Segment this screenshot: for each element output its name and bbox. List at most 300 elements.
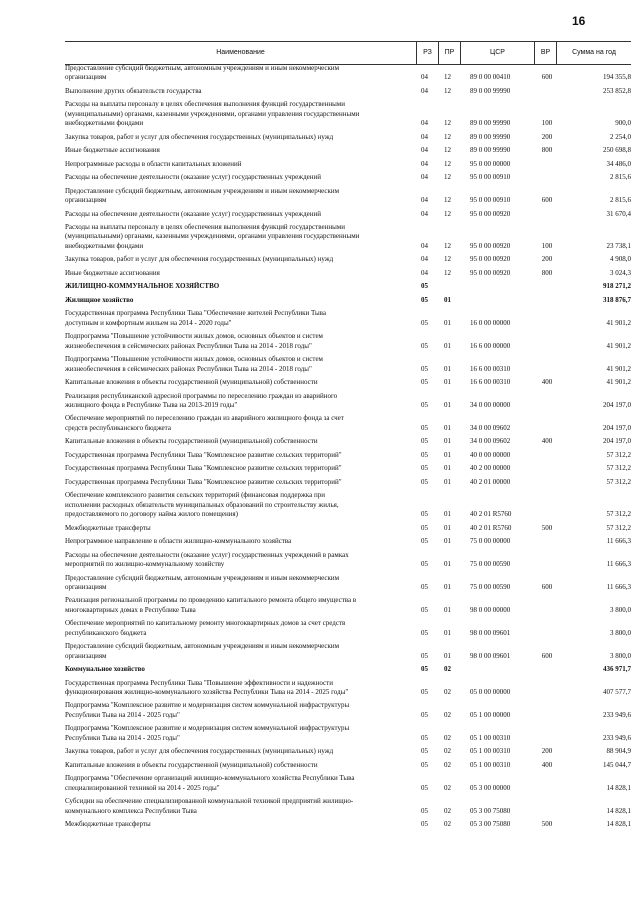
row-vr: 500 (541, 523, 553, 532)
row-csr: 34 0 00 09602 (470, 423, 511, 432)
row-name-line: внебюджетными фондами (65, 241, 144, 250)
row-name (65, 332, 413, 351)
row-vr: 600 (541, 651, 553, 660)
row-name-line: жизнеобеспечения в сейсмических районах Республики Тыва на 2014 - 2018 годы" (65, 364, 312, 373)
row-name-line: коммунального комплекса Республики Тыва (65, 806, 197, 815)
row-pr: 01 (444, 341, 451, 350)
row-csr: 95 0 00 00920 (470, 255, 511, 264)
row-csr: 95 0 00 00920 (470, 268, 511, 277)
row-sum: 14 828,1 (606, 783, 631, 792)
table-row (65, 551, 631, 574)
row-name-line: Подпрограмма "Обеспечение организаций жилищно-коммунального хозяйства Республики Тыва (65, 774, 355, 783)
table-row (65, 478, 631, 492)
row-name (65, 524, 413, 533)
row-rz: 05 (421, 560, 428, 569)
row-sum: 11 666,3 (606, 537, 631, 546)
row-rz: 05 (421, 806, 428, 815)
row-vr: 500 (541, 820, 553, 829)
row-pr: 02 (444, 820, 451, 829)
row-vr: 400 (541, 437, 553, 446)
row-csr: 16 6 00 00310 (470, 364, 511, 373)
row-name-line: Межбюджетные трансферты (65, 820, 151, 829)
header-vr: ВР (535, 42, 557, 64)
row-rz: 05 (421, 783, 428, 792)
row-name (65, 378, 413, 387)
row-name (65, 551, 413, 570)
row-name-line: доступным и комфортным жильем на 2014 - 2020 годы" (65, 318, 232, 327)
row-sum: 407 577,7 (603, 687, 631, 696)
row-sum: 4 908,0 (610, 255, 631, 264)
row-name (65, 173, 413, 182)
row-rz: 04 (421, 241, 428, 250)
row-pr: 01 (444, 364, 451, 373)
row-name (65, 269, 413, 278)
row-csr: 16 0 00 00000 (470, 318, 511, 327)
row-rz: 04 (421, 255, 428, 264)
row-csr: 05 0 00 00000 (470, 687, 511, 696)
row-name-line: Подпрограмма "Повышение устойчивости жилых домов, основных объектов и систем (65, 355, 323, 364)
row-sum: 3 800,0 (610, 651, 631, 660)
table-row (65, 642, 631, 665)
row-rz: 05 (421, 437, 428, 446)
row-name (65, 146, 413, 155)
row-rz: 04 (421, 73, 428, 82)
row-pr: 02 (444, 747, 451, 756)
row-name-line: (муниципальными) органами, казенными учреждениями, органами управления государственными (65, 232, 360, 241)
row-pr: 01 (444, 423, 451, 432)
row-pr: 12 (444, 241, 451, 250)
row-rz: 05 (421, 687, 428, 696)
row-rz: 04 (421, 146, 428, 155)
row-rz: 05 (421, 651, 428, 660)
row-name-line: Расходы на обеспечение деятельности (оказание услуг) государственных учреждений (65, 173, 321, 182)
row-rz: 05 (421, 760, 428, 769)
row-rz: 05 (421, 318, 428, 327)
row-rz: 04 (421, 173, 428, 182)
row-name-line: жилищного фонда в Республике Тыва на 2013-2019 годы" (65, 400, 238, 409)
row-name-line: Подпрограмма "Комплексное развитие и модернизация систем коммунальной инфраструктуры (65, 701, 350, 710)
table-row (65, 332, 631, 355)
row-pr: 12 (444, 119, 451, 128)
table-row (65, 724, 631, 747)
row-name (65, 100, 413, 128)
row-pr: 12 (444, 255, 451, 264)
row-sum: 918 271,2 (603, 282, 631, 291)
table-row (65, 797, 631, 820)
row-pr: 01 (444, 437, 451, 446)
row-name-line: Предоставление субсидий бюджетным, автономным учреждениям и иным некоммерческим (65, 642, 340, 651)
table-row (65, 210, 631, 224)
row-name (65, 724, 413, 743)
table-row (65, 596, 631, 619)
row-pr: 01 (444, 400, 451, 409)
header-csr: ЦСР (461, 42, 535, 64)
row-csr: 05 3 00 75080 (470, 820, 511, 829)
row-sum: 318 876,7 (603, 295, 631, 304)
row-sum: 3 024,3 (610, 268, 631, 277)
row-rz: 04 (421, 119, 428, 128)
row-name-line: Расходы на выплаты персоналу в целях обеспечения выполнения функций государственными (65, 100, 345, 109)
row-pr: 12 (444, 146, 451, 155)
row-pr: 01 (444, 523, 451, 532)
row-pr: 01 (444, 378, 451, 387)
row-csr: 89 0 00 99990 (470, 146, 511, 155)
table-row (65, 100, 631, 132)
row-pr: 01 (444, 318, 451, 327)
row-name-line: организациям (65, 651, 107, 660)
row-name (65, 619, 413, 638)
row-name-line: Капитальные вложения в объекты государственной (муниципальной) собственности (65, 378, 318, 387)
row-name-line: Подпрограмма "Комплексное развитие и модернизация систем коммунальной инфраструктуры (65, 724, 350, 733)
row-name-line: Подпрограмма "Повышение устойчивости жилых домов, основных объектов и систем (65, 332, 323, 341)
row-pr: 01 (444, 295, 451, 304)
table-header (65, 41, 631, 65)
row-pr: 02 (444, 687, 451, 696)
row-name-line: Расходы на выплаты персоналу в целях обеспечения выполнения функций государственными (65, 223, 345, 232)
row-csr: 34 0 00 09602 (470, 437, 511, 446)
row-name (65, 223, 413, 251)
table-row (65, 747, 631, 761)
row-pr: 12 (444, 73, 451, 82)
row-vr: 600 (541, 582, 553, 591)
row-csr: 95 0 00 00920 (470, 209, 511, 218)
table-row (65, 451, 631, 465)
row-name (65, 255, 413, 264)
row-rz: 04 (421, 196, 428, 205)
row-csr: 95 0 00 00920 (470, 241, 511, 250)
row-name (65, 187, 413, 206)
row-sum: 436 971,7 (603, 665, 631, 674)
row-name-line: внебюджетными фондами (65, 119, 144, 128)
row-name-line: (муниципальными) органами, казенными учреждениями, органами управления государственными (65, 109, 360, 118)
row-name (65, 414, 413, 433)
row-name-line: ЖИЛИЩНО-КОММУНАЛЬНОЕ ХОЗЯЙСТВО (65, 282, 220, 291)
row-rz: 05 (421, 710, 428, 719)
row-rz: 05 (421, 282, 428, 291)
row-csr: 98 0 00 09601 (470, 651, 511, 660)
row-name-line: Республики Тыва на 2014 - 2025 годы" (65, 733, 180, 742)
row-name-line: Расходы на обеспечение деятельности (оказание услуг) государственных учреждений (65, 209, 321, 218)
table-row (65, 282, 631, 296)
row-csr: 75 0 00 00000 (470, 537, 511, 546)
row-name-line: Иные бюджетные ассигнования (65, 268, 160, 277)
row-name-line: многоквартирных домах в Республике Тыва (65, 605, 196, 614)
table-row (65, 464, 631, 478)
row-name (65, 87, 413, 96)
row-sum: 900,0 (615, 119, 631, 128)
row-pr: 12 (444, 173, 451, 182)
row-pr: 01 (444, 450, 451, 459)
row-sum: 3 800,0 (610, 605, 631, 614)
row-sum: 2 815,6 (610, 196, 631, 205)
table-row (65, 619, 631, 642)
row-csr: 95 0 00 00910 (470, 173, 511, 182)
row-name (65, 491, 413, 519)
row-csr: 40 2 01 00000 (470, 477, 511, 486)
row-name-line: мероприятий по жилищно-коммунальному хозяйству (65, 560, 225, 569)
row-name-line: Закупка товаров, работ и услуг для обеспечения государственных (муниципальных) нужд (65, 132, 334, 141)
row-csr: 34 0 00 00000 (470, 400, 511, 409)
table-row (65, 414, 631, 437)
row-vr: 100 (541, 241, 553, 250)
row-pr: 01 (444, 537, 451, 546)
table-row (65, 255, 631, 269)
row-name-line: Государственная программа Республики Тыва "Повышение эффективности и надежности (65, 678, 333, 687)
row-rz: 05 (421, 665, 428, 674)
row-rz: 04 (421, 86, 428, 95)
row-sum: 2 254,0 (610, 132, 631, 141)
row-name-line: Коммунальное хозяйство (65, 665, 145, 674)
row-name (65, 797, 413, 816)
row-name (65, 820, 413, 829)
row-name-line: Капитальные вложения в объекты государственной (муниципальной) собственности (65, 760, 318, 769)
row-rz: 05 (421, 464, 428, 473)
row-vr: 100 (541, 119, 553, 128)
table-row (65, 524, 631, 538)
row-csr: 98 0 00 09601 (470, 628, 511, 637)
row-sum: 34 486,0 (606, 159, 631, 168)
table-row (65, 761, 631, 775)
table-body (65, 64, 631, 834)
row-rz: 05 (421, 820, 428, 829)
row-rz: 05 (421, 523, 428, 532)
row-csr: 95 0 00 00000 (470, 159, 511, 168)
row-pr: 01 (444, 605, 451, 614)
row-pr: 01 (444, 651, 451, 660)
table-row (65, 133, 631, 147)
row-name-line: организациям (65, 582, 107, 591)
row-sum: 57 312,2 (606, 477, 631, 486)
row-rz: 05 (421, 733, 428, 742)
row-csr: 16 6 00 00310 (470, 378, 511, 387)
row-name (65, 160, 413, 169)
row-name-line: Государственная программа Республики Тыва "Комплексное развитие сельских территорий" (65, 450, 342, 459)
row-csr: 89 0 00 99990 (470, 132, 511, 141)
table-row (65, 296, 631, 310)
row-name-line: Непрограммное направление в области жилищно-коммунального хозяйства (65, 537, 292, 546)
row-name-line: Выполнение других обязательств государства (65, 86, 202, 95)
row-name (65, 701, 413, 720)
row-name-line: Закупка товаров, работ и услуг для обеспечения государственных (муниципальных) нужд (65, 255, 334, 264)
row-pr: 12 (444, 159, 451, 168)
row-sum: 250 698,8 (603, 146, 631, 155)
row-name-line: Реализация региональной программы по проведению капитального ремонта общего имущества в (65, 596, 357, 605)
row-name-line: Предоставление субсидий бюджетным, автономным учреждениям и иным некоммерческим (65, 573, 340, 582)
row-sum: 57 312,2 (606, 510, 631, 519)
row-sum: 57 312,2 (606, 464, 631, 473)
row-csr: 05 1 00 00310 (470, 760, 511, 769)
table-row (65, 160, 631, 174)
row-csr: 98 0 00 00000 (470, 605, 511, 614)
row-sum: 31 670,4 (606, 209, 631, 218)
row-csr: 05 3 00 75080 (470, 806, 511, 815)
table-row (65, 269, 631, 283)
row-rz: 05 (421, 537, 428, 546)
row-rz: 05 (421, 450, 428, 459)
row-csr: 40 0 00 00000 (470, 450, 511, 459)
row-pr: 02 (444, 710, 451, 719)
row-sum: 3 800,0 (610, 628, 631, 637)
row-name-line: Обеспечение комплексного развития сельских территорий (финансовая поддержка при (65, 491, 325, 500)
row-vr: 600 (541, 73, 553, 82)
row-pr: 12 (444, 268, 451, 277)
row-sum: 14 828,1 (606, 820, 631, 829)
table-row (65, 665, 631, 679)
row-csr: 89 0 00 99990 (470, 119, 511, 128)
header-name: Наименование (65, 42, 417, 64)
table-row (65, 437, 631, 451)
row-csr: 05 1 00 00000 (470, 710, 511, 719)
row-vr: 200 (541, 255, 553, 264)
row-rz: 05 (421, 477, 428, 486)
row-sum: 204 197,0 (603, 400, 631, 409)
table-row (65, 309, 631, 332)
row-name (65, 665, 413, 674)
row-name (65, 282, 413, 291)
row-rz: 04 (421, 132, 428, 141)
row-rz: 05 (421, 364, 428, 373)
row-name-line: республиканского бюджета (65, 628, 147, 637)
table-row (65, 64, 631, 87)
row-name-line: Государственная программа Республики Тыва "Комплексное развитие сельских территорий" (65, 464, 342, 473)
row-name-line: предоставляемого по договору найма жилого помещения) (65, 510, 238, 519)
row-name (65, 451, 413, 460)
table-row (65, 378, 631, 392)
row-pr: 01 (444, 477, 451, 486)
row-sum: 57 312,2 (606, 523, 631, 532)
row-name (65, 679, 413, 698)
row-vr: 400 (541, 760, 553, 769)
row-sum: 194 355,8 (603, 73, 631, 82)
row-pr: 02 (444, 733, 451, 742)
table-row (65, 679, 631, 702)
row-name (65, 355, 413, 374)
row-pr: 02 (444, 665, 451, 674)
row-name-line: Субсидии на обеспечение специализированной коммунальной техникой предприятий жилищно- (65, 797, 354, 806)
row-name-line: Предоставление субсидий бюджетным, автономным учреждениям и иным некоммерческим (65, 64, 340, 72)
row-rz: 05 (421, 628, 428, 637)
row-sum: 253 852,8 (603, 86, 631, 95)
row-name-line: Закупка товаров, работ и услуг для обеспечения государственных (муниципальных) нужд (65, 747, 334, 756)
row-name-line: Реализация республиканской адресной программы по переселению граждан из аварийного (65, 391, 338, 400)
row-name (65, 309, 413, 328)
table-row (65, 491, 631, 523)
header-sum: Сумма на год (572, 49, 616, 56)
table-row (65, 87, 631, 101)
row-pr: 12 (444, 209, 451, 218)
row-sum: 88 904,9 (606, 747, 631, 756)
table-row (65, 173, 631, 187)
row-name-line: Республики Тыва на 2014 - 2025 годы" (65, 710, 180, 719)
row-name (65, 64, 413, 83)
row-name-line: организациям (65, 196, 107, 205)
row-csr: 40 2 01 R5760 (470, 523, 512, 532)
row-pr: 12 (444, 196, 451, 205)
row-name-line: Обеспечение мероприятий по капитальному ремонту многоквартирных домов за счет средств (65, 619, 346, 628)
row-sum: 41 901,2 (606, 364, 631, 373)
page-number: 16 (572, 14, 586, 28)
row-sum: 41 901,2 (606, 318, 631, 327)
row-rz: 05 (421, 510, 428, 519)
row-rz: 05 (421, 378, 428, 387)
row-sum: 204 197,0 (603, 423, 631, 432)
row-name-line: Капитальные вложения в объекты государственной (муниципальной) собственности (65, 437, 318, 446)
row-csr: 75 0 00 00590 (470, 582, 511, 591)
row-name-line: Непрограммные расходы в области капитальных вложений (65, 159, 242, 168)
row-name (65, 774, 413, 793)
row-sum: 11 666,3 (606, 582, 631, 591)
row-pr: 01 (444, 510, 451, 519)
row-pr: 01 (444, 582, 451, 591)
row-csr: 89 0 00 00410 (470, 73, 511, 82)
row-name (65, 596, 413, 615)
row-pr: 12 (444, 132, 451, 141)
row-rz: 05 (421, 582, 428, 591)
row-csr: 95 0 00 00910 (470, 196, 511, 205)
row-csr: 05 3 00 00000 (470, 783, 511, 792)
row-name-line: Межбюджетные трансферты (65, 523, 151, 532)
table-row (65, 701, 631, 724)
table-row (65, 774, 631, 797)
row-vr: 200 (541, 747, 553, 756)
table-row (65, 537, 631, 551)
row-name-line: средств республиканского бюджета (65, 423, 171, 432)
table-row (65, 355, 631, 378)
row-pr: 01 (444, 464, 451, 473)
row-vr: 800 (541, 268, 553, 277)
row-sum: 11 666,3 (606, 560, 631, 569)
row-name (65, 437, 413, 446)
row-name (65, 642, 413, 661)
row-name-line: организациям (65, 73, 107, 82)
row-sum: 23 738,1 (606, 241, 631, 250)
row-name-line: Государственная программа Республики Тыва "Комплексное развитие сельских территорий" (65, 477, 342, 486)
row-name-line: жизнеобеспечения в сейсмических районах Республики Тыва на 2014 - 2018 годы" (65, 341, 312, 350)
row-vr: 800 (541, 146, 553, 155)
row-sum: 57 312,2 (606, 450, 631, 459)
row-pr: 02 (444, 806, 451, 815)
row-rz: 05 (421, 747, 428, 756)
row-sum: 233 949,6 (603, 710, 631, 719)
row-rz: 05 (421, 341, 428, 350)
header-rz: РЗ (417, 42, 439, 64)
row-csr: 75 0 00 00590 (470, 560, 511, 569)
row-csr: 16 6 00 00000 (470, 341, 511, 350)
table-row (65, 574, 631, 597)
row-sum: 204 197,0 (603, 437, 631, 446)
row-rz: 05 (421, 605, 428, 614)
row-pr: 01 (444, 560, 451, 569)
row-pr: 02 (444, 760, 451, 769)
row-rz: 05 (421, 423, 428, 432)
row-vr: 400 (541, 378, 553, 387)
row-name-line: функционирования жилищно-коммунального хозяйства Республики Тыва на 2014 - 2025 годы" (65, 687, 349, 696)
row-name (65, 747, 413, 756)
row-name (65, 210, 413, 219)
row-rz: 05 (421, 295, 428, 304)
header-pr: ПР (439, 42, 461, 64)
row-csr: 89 0 00 99990 (470, 86, 511, 95)
table-row (65, 392, 631, 415)
row-sum: 41 901,2 (606, 378, 631, 387)
row-sum: 233 949,6 (603, 733, 631, 742)
row-rz: 05 (421, 400, 428, 409)
row-vr: 600 (541, 196, 553, 205)
row-name (65, 133, 413, 142)
row-sum: 14 828,1 (606, 806, 631, 815)
row-sum: 41 901,2 (606, 341, 631, 350)
row-name-line: специализированной техникой на 2014 - 2025 годы" (65, 783, 220, 792)
